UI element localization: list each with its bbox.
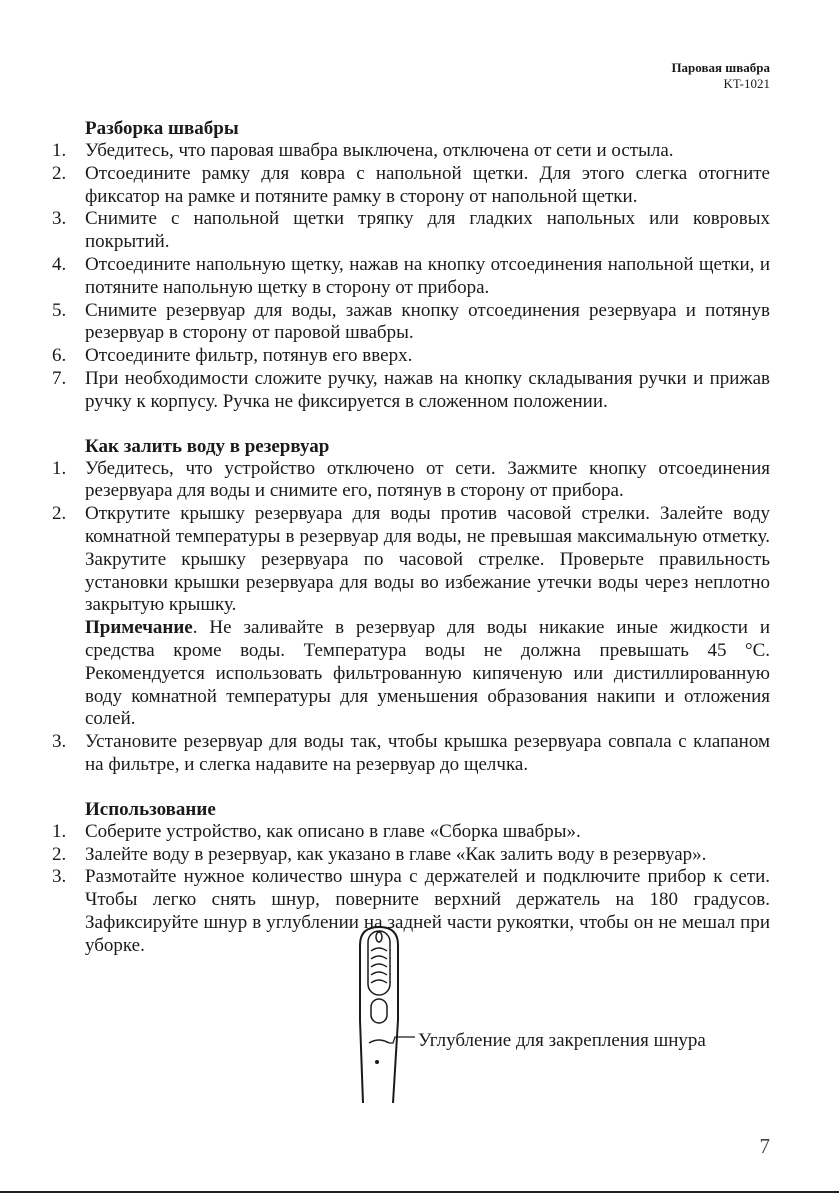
grip-ridges [371,948,387,983]
item-number: 4. [52,253,67,275]
page-number: 7 [759,1134,770,1158]
item-text: Убедитесь, что устройство отключено от сети. Зажмите кнопку отсоединения резервуара для воды и снимите его, потянув в сторону от прибора. [85,457,770,502]
grip-panel [368,931,390,995]
item-number: 1. [52,457,67,479]
list-item [52,300,770,346]
top-marker [376,932,382,942]
section-title: Как залить воду в резервуар [85,435,330,457]
note-label: Примечание [85,617,193,639]
handle-illustration [355,925,755,1105]
item-number: 1. [52,140,67,161]
note-text: . Не заливайте в резервуар для воды никакие иные жидкости и средства кроме воды. Температура воды не должна превышать 45 °C. Рекомендуется использовать фильтрованную кипяченую или дистиллированную воду комнатной температуры для уменьшения образования накипи и отложения солей. [85,617,770,730]
cord-recess [369,1040,389,1043]
section-title: Разборка швабры [85,118,239,139]
item-text: Установите резервуар для воды так, чтобы крышка резервуара совпала с клапаном на фильтре, и слегка надавите на резервуар до щелчка. [85,731,770,775]
note-paragraph [52,617,770,731]
item-text: Снимите с напольной щетки тряпку для гладких напольных или ковровых покрытий. [85,208,770,253]
list-item [52,140,770,163]
item-number: 2. [52,162,67,184]
item-text: Соберите устройство, как описано в главе «Сборка швабры». [85,820,581,842]
item-text: Отсоедините напольную щетку, нажав на кнопку отсоединения напольной щетки, и потяните напольную щетку в сторону от прибора. [85,253,770,298]
figure-callout: Углубление для закрепления шнура [418,1030,706,1051]
callout-line [389,1037,415,1043]
list-item [52,503,770,617]
section-title: Использование [85,798,216,820]
item-text: При необходимости сложите ручку, нажав на кнопку складывания ручки и прижав ручку к корпусу. Ручка не фиксируется в сложенном положении. [85,367,770,412]
section-disassembly [52,117,770,414]
item-number: 3. [52,731,67,753]
list-item [52,368,770,414]
fill-water-steps [52,458,770,618]
item-number: 1. [52,820,67,842]
document-body [52,117,770,979]
list-item [52,821,770,844]
list-item [52,345,770,368]
handle-button [371,999,387,1023]
list-item [52,844,770,867]
item-text: Убедитесь, что паровая швабра выключена, отключена от сети и остыла. [85,140,674,161]
header-title: Паровая швабра [671,60,770,75]
list-item [52,163,770,209]
item-text: Снимите резервуар для воды, зажав кнопку отсоединения резервуара и потянув резервуар в сторону от паровой швабры. [85,299,770,344]
item-number: 2. [52,843,67,865]
list-item [52,208,770,254]
page-header [671,60,770,92]
item-text: Отсоедините рамку для ковра с напольной щетки. Для этого слегка отогните фиксатор на рамке и потяните рамку в сторону от напольной щетки. [85,162,770,207]
fill-water-steps-continued [52,731,770,777]
item-text: Открутите крышку резервуара для воды против часовой стрелки. Залейте воду комнатной температуры в резервуар для воды, не превышая максимальную отметку. Закрутите крышку резервуара по часовой стрелке. Проверьте правильность установки крышки резервуара для воды во избежание утечки воды через неплотно закрытую крышку. [85,503,770,616]
item-text: Размотайте нужное количество шнура с держателей и подключите прибор к сети. Чтобы легко снять шнур, поверните верхний держатель на 180 градусов. Зафиксируйте шнур в углублении на задней части рукоятки, чтобы он не мешал при уборке. [85,866,770,956]
list-item [52,731,770,777]
section-fill-water [52,435,770,777]
disassembly-steps [52,140,770,414]
item-number: 6. [52,345,67,367]
item-text: Отсоедините фильтр, потянув его вверх. [85,345,413,367]
handle-outline [360,927,398,1103]
list-item [52,254,770,300]
list-item [52,458,770,504]
item-number: 2. [52,503,67,525]
item-number: 3. [52,208,67,230]
item-number: 3. [52,866,67,888]
item-number: 7. [52,367,67,389]
header-model: KT-1021 [723,76,770,91]
handle-dot [375,1060,379,1064]
item-number: 5. [52,299,67,321]
item-text: Залейте воду в резервуар, как указано в главе «Как залить воду в резервуар». [85,843,707,865]
